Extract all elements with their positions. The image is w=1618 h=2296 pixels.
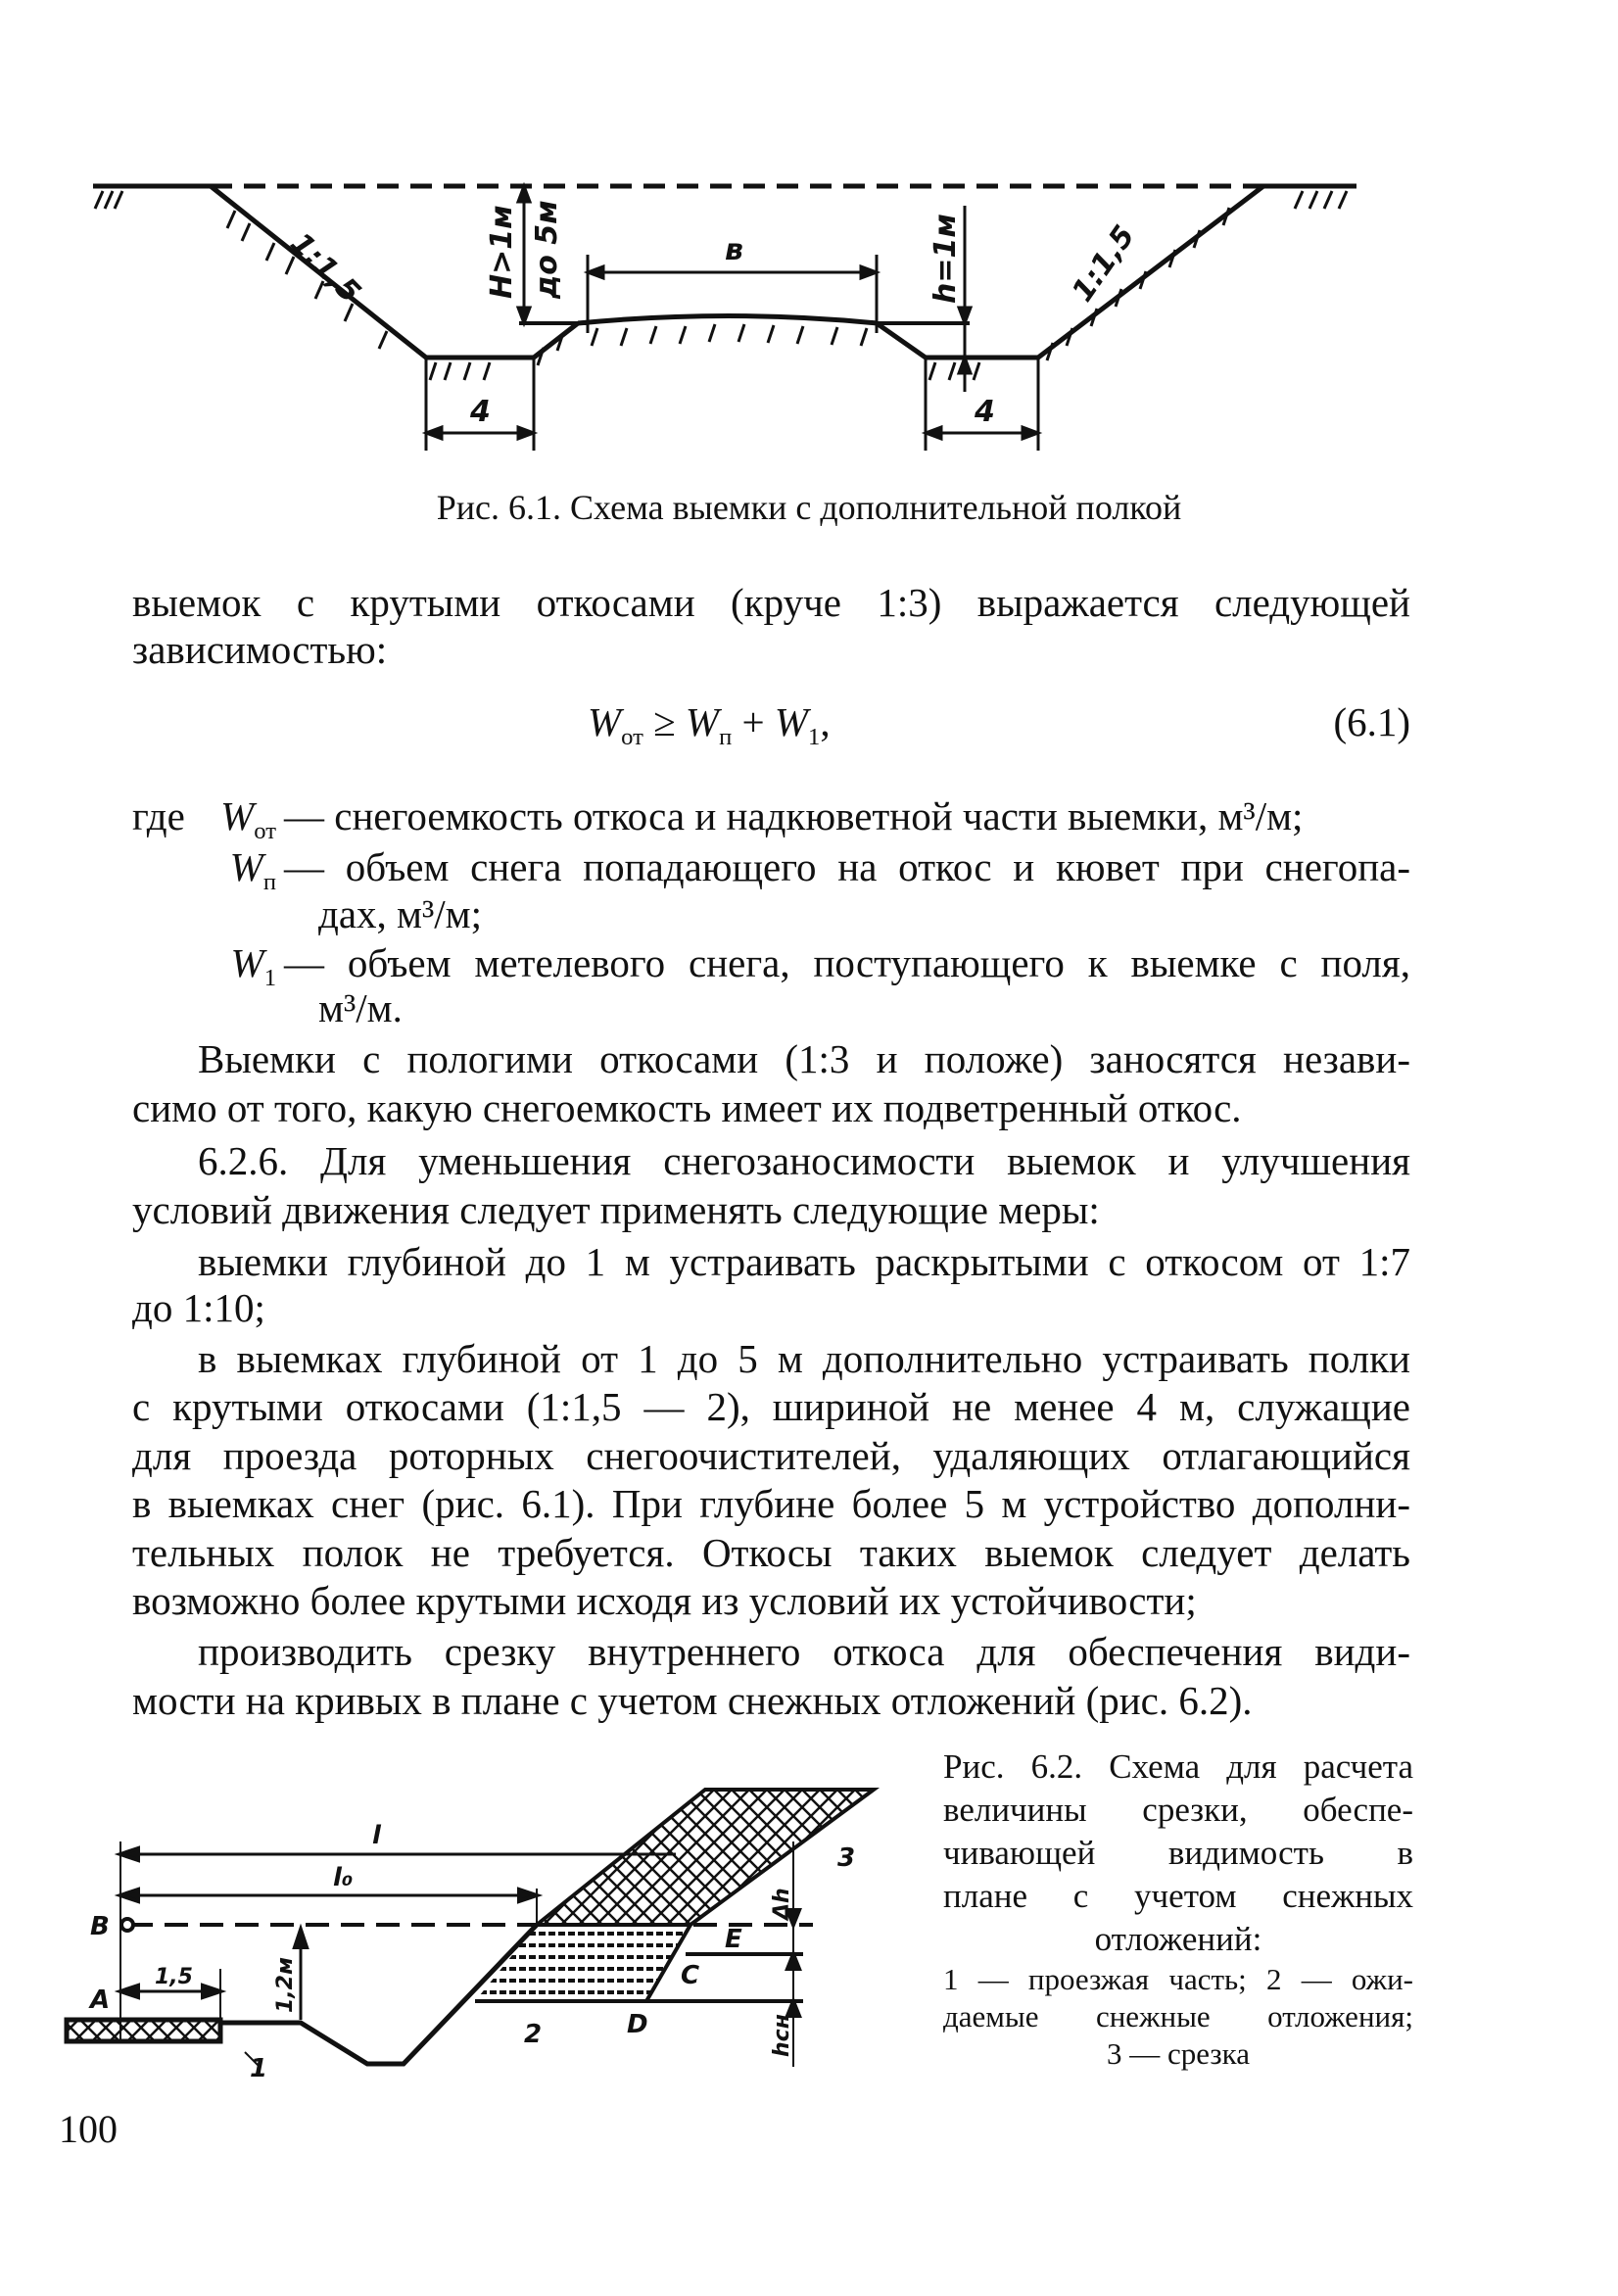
text-line: в выемках глубиной от 1 до 5 м дополнительно устраивать полки [198, 1336, 1410, 1381]
figure-6-2-diagram [0, 1744, 940, 2096]
def-line: — снегоемкость откоса и надкюветной части выемки, м³/м; [284, 793, 1304, 838]
label-D: D [627, 2010, 648, 2039]
h-label: h=1м [928, 214, 963, 304]
snow-deposits-region [475, 1925, 690, 2001]
label-h-sn: hсн [770, 2014, 794, 2057]
def-line: дах, м³/м; [318, 891, 483, 936]
depth-H-label: H>1м [485, 205, 519, 299]
formula-number: (6.1) [1333, 699, 1410, 744]
figure-6-1-cross-section [0, 0, 1618, 470]
def-symbol [149, 842, 276, 907]
formula-symbol: W [588, 699, 622, 744]
where-label: где [132, 793, 185, 838]
depth-max-label: до 5м [530, 200, 564, 299]
label-E: Е [725, 1925, 742, 1954]
text-line: тельных полок не требуется. Откосы таких выемок следует делать [132, 1530, 1410, 1575]
cut-region [537, 1790, 874, 1925]
caption-line: Рис. 6.2. Схема для расчета [943, 1747, 1413, 1786]
formula-op: , [820, 699, 831, 744]
text-line: до 1:10; [132, 1285, 265, 1330]
shelf-width-label: в [725, 233, 743, 267]
caption-line: величины срезки, обеспе- [943, 1791, 1413, 1829]
label-l0: l₀ [333, 1863, 354, 1892]
def-line: — объем снега попадающего на откос и кювет при снегопа- [284, 844, 1410, 889]
formula-op: + [732, 699, 775, 744]
legend-line: 1 — проезжая часть; 2 — ожи- [943, 1962, 1413, 1996]
text-line: выемки глубиной до 1 м устраивать раскрытыми с откосом от 1:7 [198, 1239, 1410, 1284]
legend-line: 3 — срезка [1107, 2036, 1250, 2071]
label-l: l [372, 1821, 381, 1850]
figure-6-2-caption [943, 1746, 1413, 2073]
label-3: 3 [837, 1843, 856, 1873]
text-line: с крутыми откосами (1:1,5 — 2), шириной не менее 4 м, служащие [132, 1384, 1410, 1429]
roadway [67, 2020, 220, 2041]
figure-6-1-caption: Рис. 6.1. Схема выемки с дополнительной полкой [436, 488, 1182, 527]
text-line: 6.2.6. Для уменьшения снегозаносимости выемок и улучшения [198, 1138, 1410, 1183]
label-B: В [90, 1912, 110, 1941]
page-number: 100 [59, 2107, 118, 2151]
symbol: W [230, 940, 264, 985]
def-symbol [149, 938, 276, 1003]
label-1-2m: 1,2м [273, 1957, 298, 2013]
legend-line: даемые снежные отложения; [943, 1999, 1413, 2033]
text-line: выемок с крутыми откосами (круче 1:3) выражается следующей [132, 580, 1410, 625]
caption-line: чивающей видимость в [943, 1834, 1413, 1872]
formula-symbol: W [774, 699, 809, 744]
text-line: условий движения следует применять следующие меры: [132, 1187, 1100, 1232]
caption-line: плане с учетом снежных [943, 1877, 1413, 1915]
def-line: м³/м. [318, 985, 403, 1030]
formula-symbol: W [685, 699, 720, 744]
symbol: W [220, 793, 255, 838]
slope-label-left: 1:1,5 [283, 225, 367, 311]
text-line: в выемках снег (рис. 6.1). При глубине более 5 м устройство дополни- [132, 1481, 1410, 1526]
text-line: симо от того, какую снегоемкость имеет их подветренный откос. [132, 1085, 1242, 1130]
formula-op: ≥ [642, 699, 686, 744]
text-line: зависимостью: [132, 627, 388, 672]
label-delta-h: Δh [770, 1888, 794, 1920]
formula-sub: 1 [808, 724, 821, 751]
label-2: 2 [524, 2020, 543, 2049]
formula-sub: от [621, 724, 643, 751]
text-line: производить срезку внутреннего откоса для обеспечения види- [198, 1629, 1410, 1674]
ditch-width-right: 4 [975, 395, 995, 429]
label-A: А [90, 1985, 111, 2015]
symbol-sub: 1 [263, 965, 276, 992]
formula-sub: п [719, 724, 733, 751]
slope-label-right: 1:1,5 [1065, 219, 1142, 309]
text-line: мости на кривых в плане с учетом снежных отложений (рис. 6.2). [132, 1678, 1253, 1723]
symbol: W [229, 844, 263, 889]
ditch-width-left: 4 [470, 395, 491, 429]
label-1: 1 [250, 2054, 268, 2083]
text-line: Выемки с пологими откосами (1:3 и положе) заносятся незави- [198, 1036, 1410, 1081]
text-line: для проезда роторных снегоочистителей, удаляющих отлагающийся [132, 1433, 1410, 1478]
label-1-5: 1,5 [155, 1965, 193, 1989]
caption-line: отложений: [1094, 1920, 1262, 1958]
def-line: — объем метелевого снега, поступающего к выемке с поля, [284, 940, 1410, 985]
formula-6-1 [588, 697, 831, 762]
symbol-sub: от [254, 818, 276, 845]
text-line: возможно более крутыми исходя из условий их устойчивости; [132, 1578, 1197, 1623]
label-C: С [681, 1961, 700, 1990]
symbol-sub: п [262, 869, 276, 896]
